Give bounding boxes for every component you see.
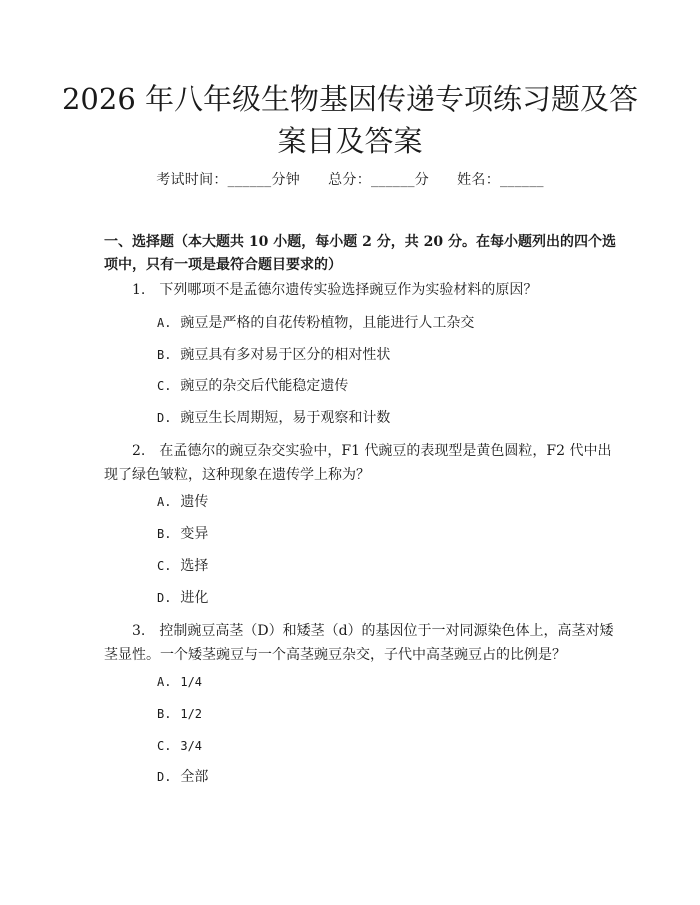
option-text: 进化 bbox=[180, 590, 209, 606]
option-letter: D. bbox=[157, 411, 172, 425]
question-2-stem: 2. 在孟德尔的豌豆杂交实验中，F1 代豌豆的表现型是黄色圆粒，F2 代中出现了绿色皱粒，这种现象在遗传学上称为？ bbox=[104, 443, 612, 483]
option-text: 1/4 bbox=[180, 675, 203, 689]
option-text: 豌豆是严格的自花传粉植物，且能进行人工杂交 bbox=[180, 315, 475, 331]
name-field: 姓名：______ bbox=[457, 172, 544, 188]
option-text: 豌豆具有多对易于区分的相对性状 bbox=[180, 347, 391, 363]
question-3-option-c bbox=[157, 736, 202, 756]
option-letter: C. bbox=[157, 379, 172, 393]
question-1-option-d bbox=[157, 408, 390, 428]
option-letter: A. bbox=[157, 495, 172, 509]
question-1-option-b bbox=[157, 345, 390, 365]
option-text: 3/4 bbox=[180, 739, 203, 753]
exam-time-field: 考试时间：______分钟 bbox=[156, 172, 301, 188]
option-text: 选择 bbox=[180, 558, 209, 574]
question-3-option-a bbox=[157, 672, 202, 692]
option-letter: C. bbox=[157, 739, 172, 753]
option-text: 1/2 bbox=[180, 707, 203, 721]
question-2-option-c bbox=[157, 556, 208, 576]
question-3-option-b bbox=[157, 704, 202, 724]
option-text: 全部 bbox=[180, 769, 209, 785]
section-heading: 一、选择题（本大题共 10 小题，每小题 2 分，共 20 分。在每小题列出的四个选项中，只有一项是最符合题目要求的） bbox=[104, 234, 616, 273]
question-1-stem: 1. 下列哪项不是孟德尔遗传实验选择豌豆作为实验材料的原因？ bbox=[132, 282, 538, 298]
option-text: 豌豆的杂交后代能稳定遗传 bbox=[180, 378, 349, 394]
question-3-option-d bbox=[157, 767, 208, 787]
option-letter: B. bbox=[157, 707, 172, 721]
question-2-option-d bbox=[157, 588, 208, 608]
question-3-stem: 3. 控制豌豆高茎（D）和矮茎（d）的基因位于一对同源染色体上，高茎对矮茎显性。一个矮茎豌豆与一个高茎豌豆杂交，子代中高茎豌豆占的比例是？ bbox=[104, 623, 614, 663]
option-letter: A. bbox=[157, 675, 172, 689]
option-letter: D. bbox=[157, 770, 172, 784]
total-score-field: 总分：______分 bbox=[328, 172, 430, 188]
question-2-option-a bbox=[157, 492, 208, 512]
option-text: 豌豆生长周期短，易于观察和计数 bbox=[180, 410, 391, 426]
option-letter: C. bbox=[157, 559, 172, 573]
title-line-2: 案目及答案 bbox=[277, 124, 423, 158]
option-text: 遗传 bbox=[180, 494, 209, 510]
option-text: 变异 bbox=[180, 526, 209, 542]
question-2-option-b bbox=[157, 524, 208, 544]
question-1-option-a bbox=[157, 313, 474, 333]
document-title bbox=[60, 78, 640, 162]
option-letter: D. bbox=[157, 591, 172, 605]
option-letter: A. bbox=[157, 316, 172, 330]
question-1-option-c bbox=[157, 376, 348, 396]
option-letter: B. bbox=[157, 527, 172, 541]
title-line-1: 2026 年八年级生物基因传递专项练习题及答 bbox=[61, 82, 639, 116]
exam-meta bbox=[0, 169, 700, 189]
option-letter: B. bbox=[157, 348, 172, 362]
